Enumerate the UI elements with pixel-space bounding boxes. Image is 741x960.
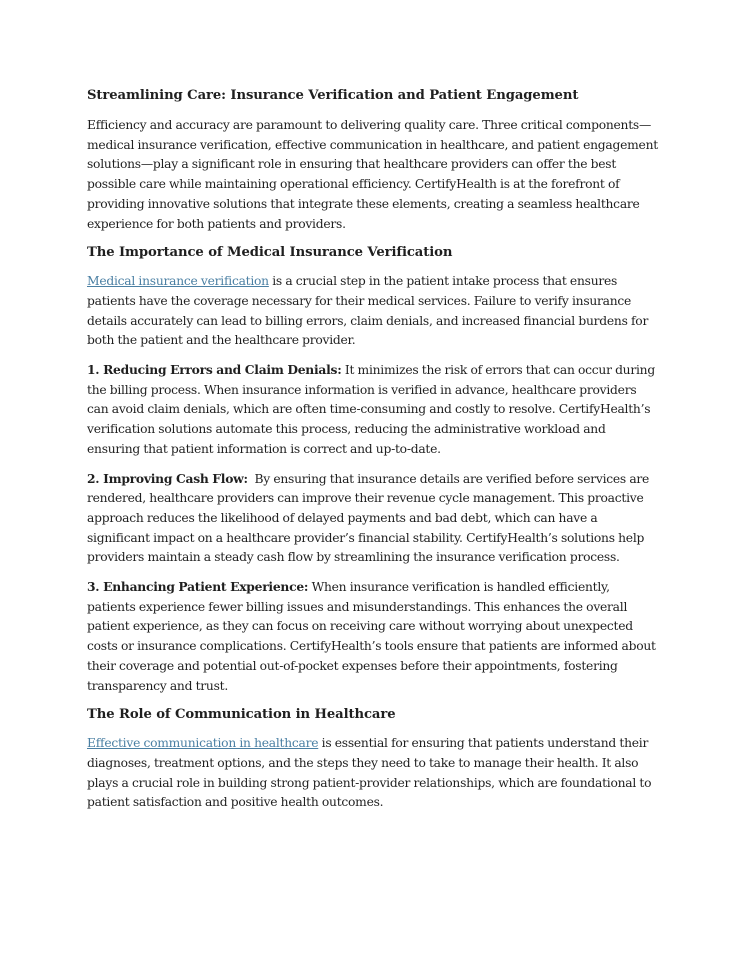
intro-paragraph: Efficiency and accuracy are paramount to delivering quality care. Three critical components—medical insurance verification, effective communication in healthcare, and patient engagement solutions—play a significant role in ensuring that healthcare providers can offer the best possible care while maintaining operational efficiency. CertifyHealth is at the forefront of providing innovative solutions that integrate these elements, creating a seamless healthcare experience for both patients and providers.: [87, 118, 658, 231]
insurance-verification-text: is a crucial step in the patient intake process that ensures patients have the coverage necessary for their medical services. Failure to verify insurance details accurately can lead to billing errors, claim denials, and increased financial burdens for both the patient and the healthcare provider.: [87, 274, 649, 348]
point-text: By ensuring that insurance details are verified before services are rendered, healthcare providers can improve their revenue cycle management. This proactive approach reduces the likelihood of delayed payments and bad debt, which can have a significant impact on a healthcare provider’s financial stability. CertifyHealth’s solutions help providers maintain a steady cash flow by streamlining the insurance verification process.: [87, 471, 653, 565]
point-lead: 1. Reducing Errors and Claim Denials:: [87, 362, 342, 378]
medical-insurance-verification-link[interactable]: Medical insurance verification: [87, 274, 269, 289]
communication-text: is essential for ensuring that patients understand their diagnoses, treatment options, and the steps they need to take to manage their health. It also plays a crucial role in building strong patient-provider relationships, which are foundational to patient satisfaction and positive health outcomes.: [87, 736, 652, 810]
insurance-verification-paragraph: [87, 272, 659, 351]
communication-paragraph: [87, 734, 659, 813]
point-lead: 2. Improving Cash Flow:: [87, 470, 248, 486]
point-text: When insurance verification is handled efficiently, patients experience fewer billing issues and misunderstandings. This enhances the overall patient experience, as they can focus on receiving care without worrying about unexpected costs or insurance complications. CertifyHealth’s tools ensure that patients are informed about their coverage and potential out-of-pocket expenses before their appointments, fostering transparency and trust.: [87, 580, 656, 693]
document-title: Streamlining Care: Insurance Verification and Patient Engagement: [87, 88, 579, 103]
effective-communication-link[interactable]: Effective communication in healthcare: [87, 736, 319, 751]
point-reducing-errors: [87, 360, 659, 460]
document-page: [87, 86, 659, 822]
section-heading-insurance-verification: The Importance of Medical Insurance Verification: [87, 245, 453, 261]
point-enhancing-patient-experience: [87, 577, 659, 696]
point-text: It minimizes the risk of errors that can occur during the billing process. When insurance information is verified in advance, healthcare providers can avoid claim denials, which are often time-consuming and costly to resolve. CertifyHealth’s verification solutions automate this process, reducing the administrative workload and ensuring that patient information is correct and up-to-date.: [87, 363, 655, 456]
point-lead: 3. Enhancing Patient Experience:: [87, 579, 309, 595]
point-improving-cash-flow: [87, 469, 659, 569]
section-heading-communication: The Role of Communication in Healthcare: [87, 707, 396, 723]
